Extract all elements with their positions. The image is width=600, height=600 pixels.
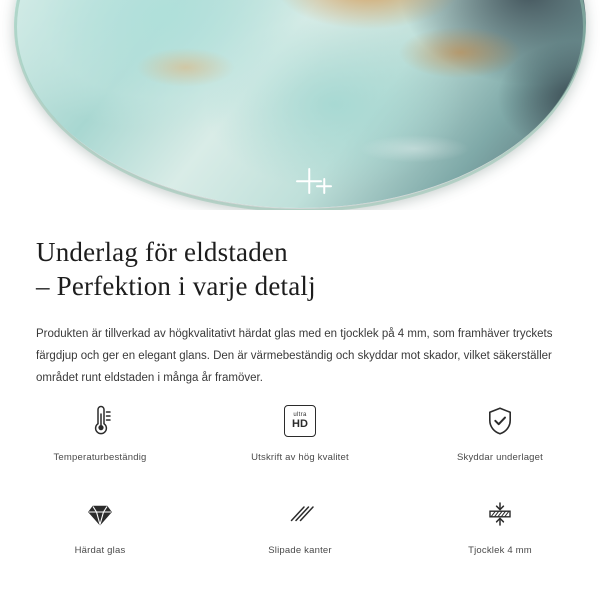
- feature-label: Temperaturbeständig: [53, 452, 147, 463]
- feature-item-thickness: [400, 491, 600, 556]
- headline-line-2: – Perfektion i varje detalj: [36, 271, 316, 301]
- shield-check-icon: [400, 398, 600, 444]
- thickness-icon: [400, 491, 600, 537]
- feature-item-temperature: [0, 398, 200, 463]
- feature-item-print-quality: [200, 398, 400, 463]
- feature-label: Härdat glas: [74, 545, 126, 556]
- thermometer-icon: [0, 398, 200, 444]
- feature-list: [0, 398, 600, 556]
- feature-item-polished-edges: [200, 491, 400, 556]
- page-title: [36, 235, 600, 303]
- content-block: [0, 210, 600, 389]
- feature-label: Slipade kanter: [268, 545, 332, 556]
- ultra-hd-bottom-text: HD: [292, 418, 308, 430]
- feature-item-tempered-glass: [0, 491, 200, 556]
- hero-image: [0, 0, 600, 210]
- ultra-hd-top-text: ultra: [293, 412, 307, 418]
- diamond-icon: [0, 491, 200, 537]
- product-description: Produkten är tillverkad av högkvalitativt härdat glas med en tjocklek på 4 mm, som framhäver tryckets färgdjup och ger en elegant glans. Den är värmebeständig och skyddar mot skador, vilket säkerställer området runt eldstaden i många år framöver.: [36, 328, 553, 384]
- headline-line-1: Underlag för eldstaden: [36, 237, 288, 267]
- feature-row-bottom: [0, 491, 600, 556]
- feature-label: Utskrift av hög kvalitet: [251, 452, 349, 463]
- ultra-hd-icon: [200, 398, 400, 444]
- feature-row-top: [0, 398, 600, 463]
- glass-disc-artwork: [14, 0, 586, 208]
- polished-edges-icon: [200, 491, 400, 537]
- feature-label: Skyddar underlaget: [457, 452, 543, 463]
- feature-label: Tjocklek 4 mm: [468, 545, 532, 556]
- feature-item-protection: [400, 398, 600, 463]
